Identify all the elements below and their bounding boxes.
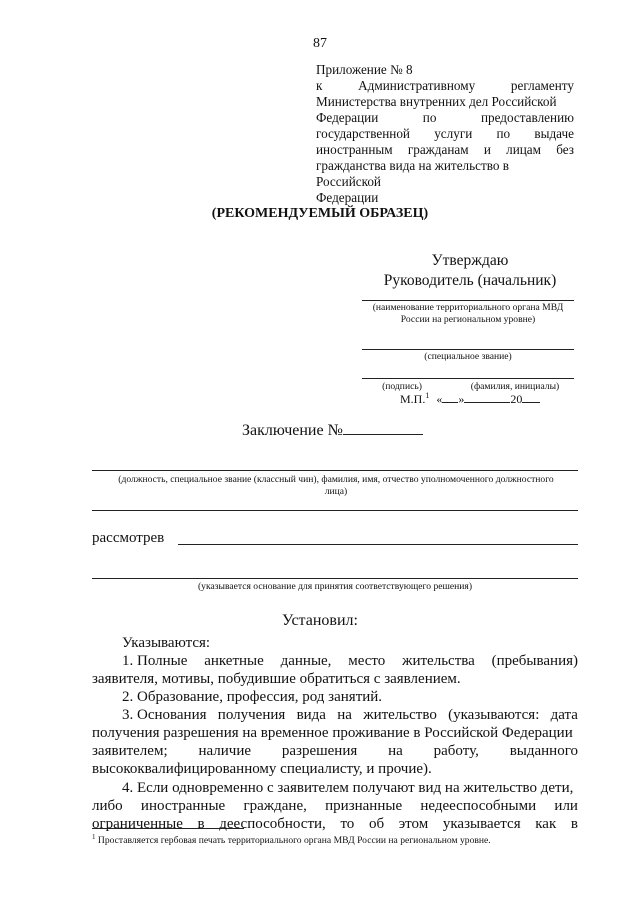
day-blank: [442, 402, 458, 403]
appendix-line-6: иностранным гражданам и лицам без: [316, 142, 574, 157]
official-hint: (должность, специальное звание (классный чин), фамилия, имя, отчество уполномоченного должностного лица): [118, 474, 554, 497]
appendix-line-3: Министерства внутренних дел Российской: [316, 94, 557, 109]
head-title: Руководитель (начальник): [383, 272, 557, 289]
appendix-line-2: к Административному регламенту: [316, 78, 574, 93]
name-hint: (фамилия, инициалы): [470, 381, 560, 392]
footnote-mark: 1: [92, 833, 96, 841]
item-3-line-2: получения разрешения на временное проживание в Российской Федерации: [92, 725, 573, 741]
seal-date-row: [400, 391, 540, 407]
item-4-line-3: ограниченные в дееспособности, то об этом указывается как в: [92, 816, 578, 832]
official-line: [92, 470, 578, 471]
footnote-ref: 1: [425, 391, 430, 400]
considered-line: [178, 544, 578, 545]
item-4-line-2: либо иностранные граждане, признанные недееспособными или: [92, 798, 578, 814]
conclusion-title: Заключение №: [242, 422, 423, 440]
appendix-line-1: Приложение № 8: [316, 62, 413, 77]
appendix-line-5: государственной услуги по выдаче: [316, 126, 574, 141]
basis-line: [92, 578, 578, 579]
sample-label: (РЕКОМЕНДУЕМЫЙ ОБРАЗЕЦ): [211, 206, 429, 221]
org-hint: (наименование территориального органа МВД России на региональном уровне): [372, 302, 564, 325]
indicated-label: Указываются:: [122, 635, 211, 651]
year-prefix: 20: [510, 392, 523, 406]
quote-close: »: [458, 392, 465, 406]
appendix-header: [316, 62, 574, 206]
year-blank: [522, 402, 540, 403]
rank-line: [362, 349, 574, 350]
item-1-line-2: заявителя, мотивы, побудившие обратиться с заявлением.: [92, 671, 461, 687]
item-3-line-4: высококвалифицированному специалисту, и прочие).: [92, 761, 432, 777]
item-2: 2. Образование, профессия, род занятий.: [122, 689, 383, 705]
signature-hint: (подпись): [382, 381, 422, 392]
considered-label: рассмотрев: [92, 530, 165, 546]
footnote-separator: [92, 828, 244, 829]
item-3-line-1: 3. Основания получения вида на жительство (указываются: дата: [122, 707, 578, 723]
quote-open: «: [436, 392, 443, 406]
official-line-2: [92, 510, 578, 511]
item-1-line-1: 1. Полные анкетные данные, место жительства (пребывания): [122, 653, 578, 669]
signature-line: [362, 378, 574, 379]
conclusion-number-blank: [343, 434, 423, 435]
appendix-line-8: Федерации: [316, 190, 379, 205]
appendix-line-7: гражданства вида на жительство в Российской: [316, 158, 510, 189]
item-3-line-3: заявителем; наличие разрешения на работу, выданного: [92, 743, 578, 759]
item-4-line-1: 4. Если одновременно с заявителем получают вид на жительство дети,: [122, 780, 574, 796]
month-blank: [464, 402, 510, 403]
appendix-line-4: Федерации по предоставлению: [316, 110, 574, 125]
footnote: [92, 833, 491, 846]
page-number: 87: [313, 36, 327, 51]
approve-word: Утверждаю: [431, 252, 509, 269]
org-line: [362, 300, 574, 301]
established-heading: Установил:: [282, 612, 358, 629]
rank-hint: (специальное звание): [424, 351, 512, 362]
basis-hint: (указывается основание для принятия соответствующего решения): [197, 581, 473, 592]
footnote-text: Проставляется гербовая печать территориального органа МВД России на региональном уровне.: [97, 835, 491, 847]
seal-mark: М.П.: [400, 392, 426, 406]
